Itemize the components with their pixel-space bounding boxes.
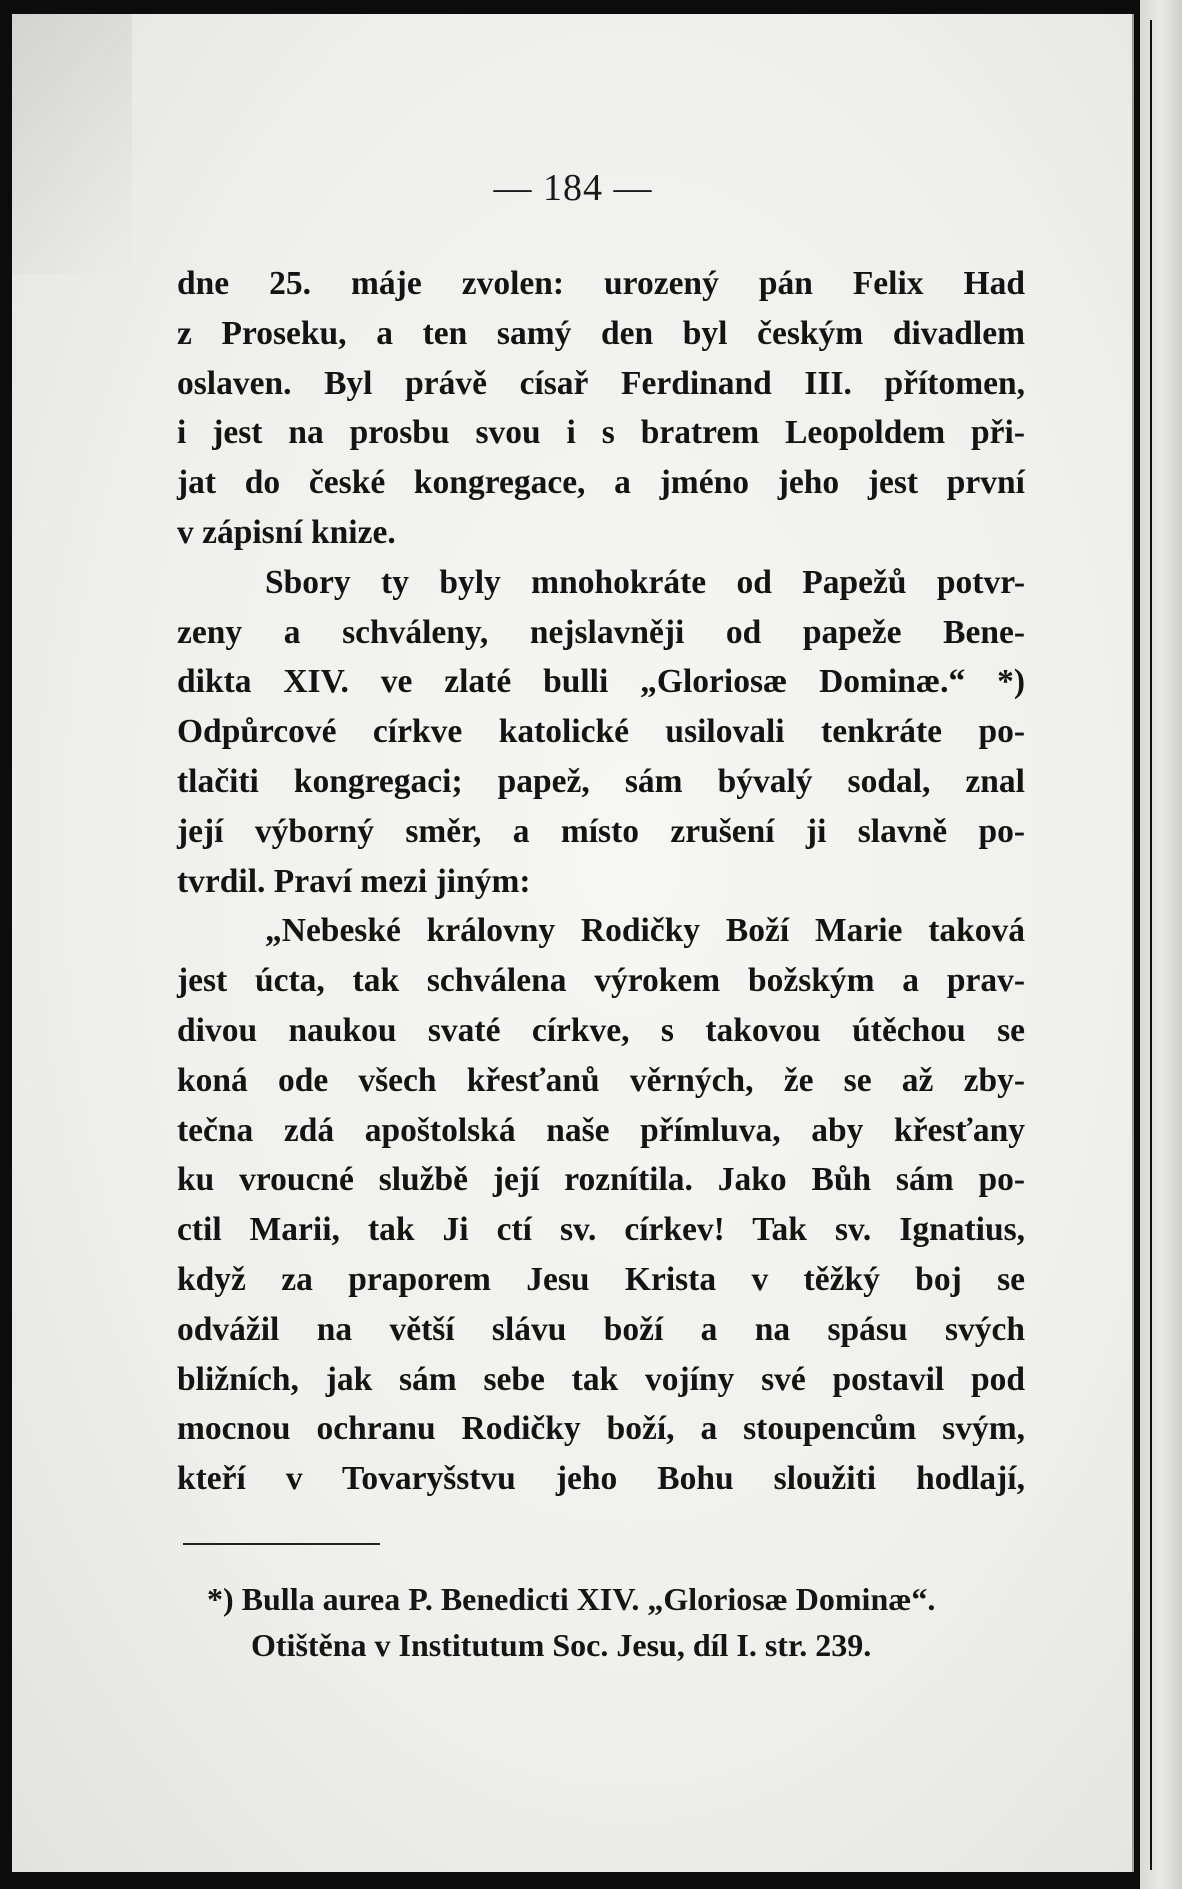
text-line: v zápisní knize.: [177, 513, 396, 551]
page-edge-line: [1150, 20, 1152, 1870]
text-line: z Proseku, a ten samý den byl českým divadlem: [177, 314, 1025, 352]
text-line: dne 25. máje zvolen: urozený pán Felix Had: [177, 265, 1025, 302]
body-text: [177, 259, 1025, 1504]
paragraph-3: [177, 906, 1025, 1504]
text-line: zeny a schváleny, nejslavněji od papeže Bene-: [177, 613, 1025, 651]
adjacent-page-edge: [1140, 0, 1182, 1889]
footnote: [207, 1576, 1037, 1668]
text-line: koná ode všech křesťanů věrných, že se až zby-: [177, 1061, 1025, 1099]
text-line: tlačiti kongregaci; papež, sám bývalý sodal, znal: [177, 762, 1025, 800]
text-line: bližních, jak sám sebe tak vojíny své postavil pod: [177, 1360, 1025, 1398]
footnote-line: Otištěna v Institutum Soc. Jesu, díl I. str. 239.: [251, 1627, 872, 1663]
text-line: když za praporem Jesu Krista v těžký boj se: [177, 1260, 1025, 1298]
paragraph-2: [177, 558, 1025, 907]
text-line: jat do české kongregace, a jméno jeho jest první: [177, 464, 1025, 502]
text-line: její výborný směr, a místo zrušení ji slavně po-: [177, 812, 1025, 850]
text-line: tvrdil. Praví mezi jiným:: [177, 862, 531, 900]
text-line: kteří v Tovaryšstvu jeho Bohu sloužiti hodlají,: [177, 1460, 1025, 1498]
text-line: divou naukou svaté církve, s takovou útěchou se: [177, 1011, 1025, 1049]
text-line: tečna zdá apoštolská naše přímluva, aby křesťany: [177, 1111, 1025, 1149]
paragraph-1: [177, 259, 1025, 558]
text-line: mocnou ochranu Rodičky boží, a stoupencům svým,: [177, 1410, 1025, 1448]
text-line: dikta XIV. ve zlaté bulli „Gloriosæ Dominæ.“ *): [177, 663, 1025, 701]
text-line: i jest na prosbu svou i s bratrem Leopoldem při-: [177, 414, 1025, 452]
footnote-line: *) Bulla aurea P. Benedicti XIV. „Gloriosæ Dominæ“.: [207, 1581, 936, 1617]
text-line: odvážil na větší slávu boží a na spásu svých: [177, 1310, 1025, 1348]
text-line: Sbory ty byly mnohokráte od Papežů potvr-: [265, 563, 1025, 601]
page-number: — 184 —: [493, 167, 653, 209]
text-line: jest úcta, tak schválena výrokem božským a prav-: [177, 962, 1025, 1000]
book-page: [12, 14, 1134, 1872]
text-line: ctil Marii, tak Ji ctí sv. církev! Tak sv. Ignatius,: [177, 1211, 1025, 1249]
text-line: „Nebeské královny Rodičky Boží Marie taková: [265, 912, 1025, 950]
text-line: ku vroucné službě její roznítila. Jako Bůh sám po-: [177, 1161, 1025, 1199]
text-line: Odpůrcové církve katolické usilovali tenkráte po-: [177, 713, 1025, 751]
footnote-divider: [183, 1543, 380, 1545]
text-line: oslaven. Byl právě císař Ferdinand III. přítomen,: [177, 364, 1025, 402]
